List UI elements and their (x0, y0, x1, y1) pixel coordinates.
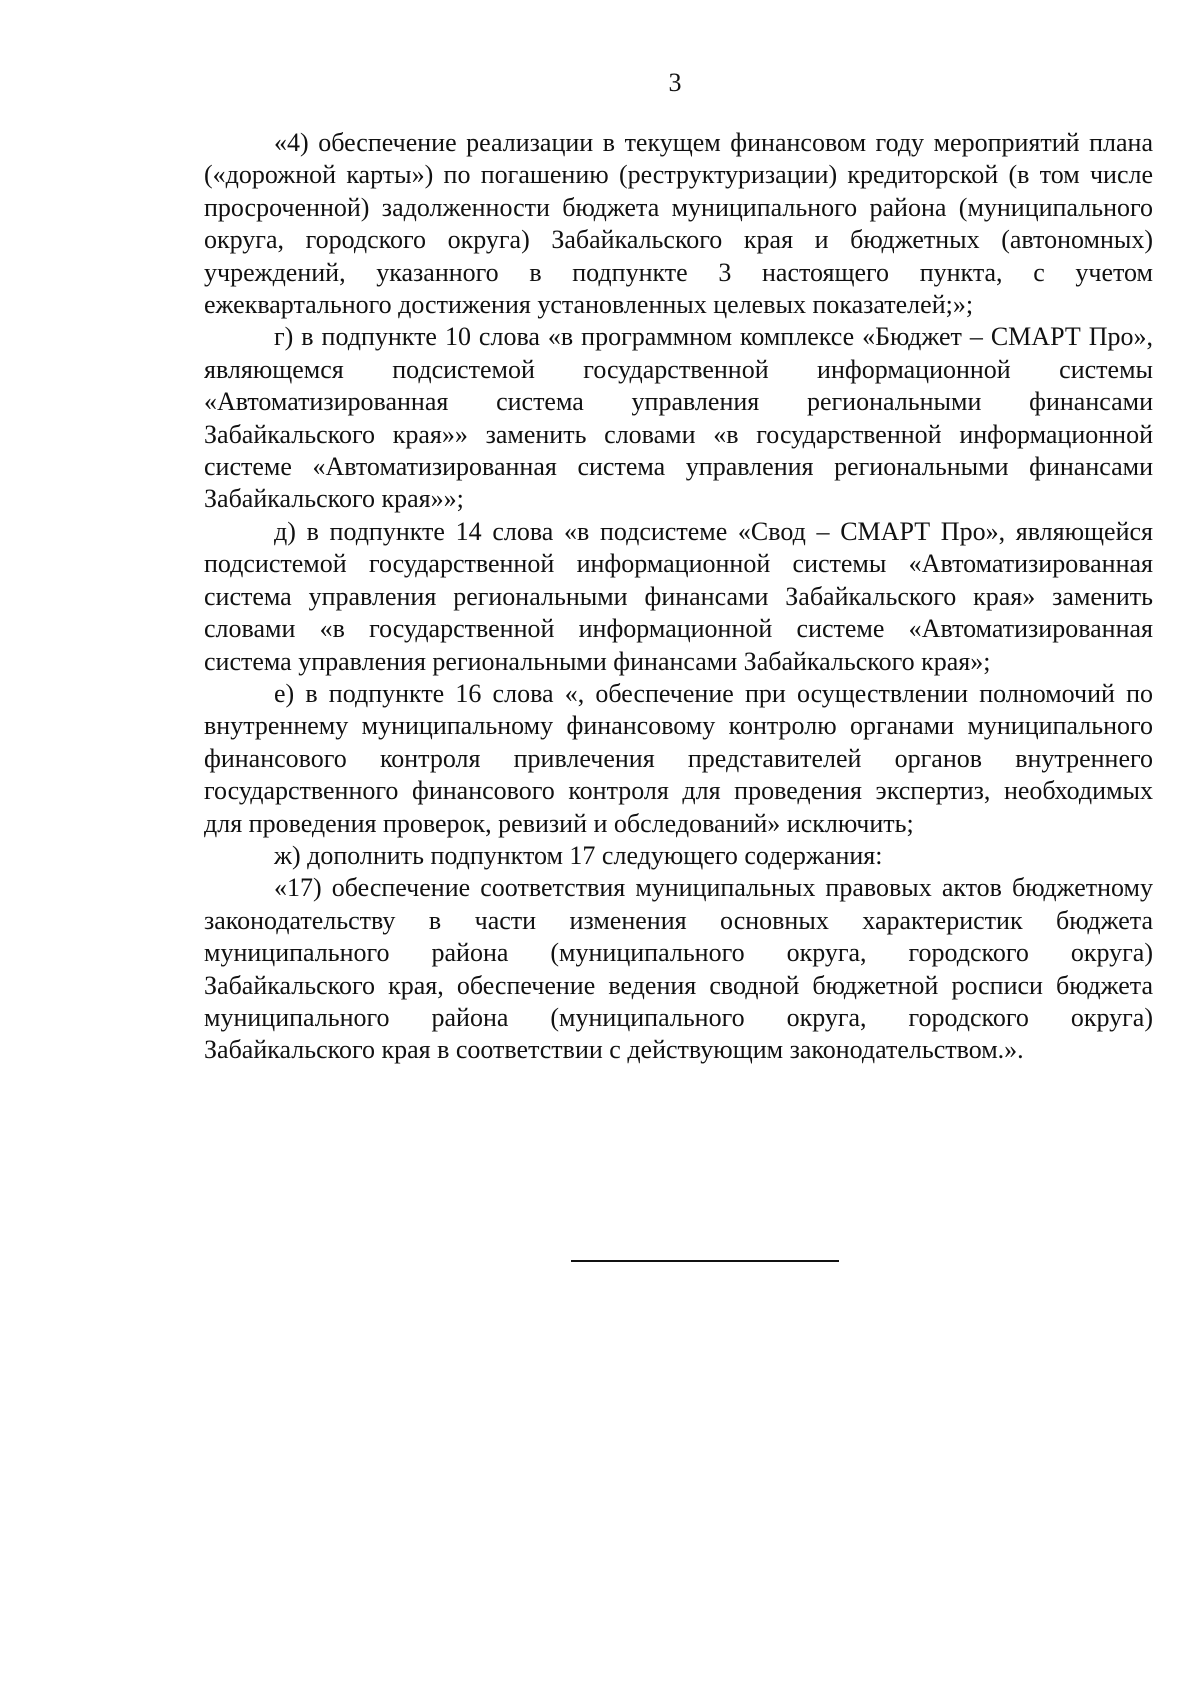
paragraph-item-17: «17) обеспечение соответствия муниципальных правовых актов бюджетному законодательству в части изменения основных характеристик бюджета муниципального района (муниципального округа, городского округа) Забайкальского края, обеспечение ведения сводной бюджетной росписи бюджета муниципального района (муниципального округа, городского округа) Забайкальского края в соответствии с действующим законодательством.». (204, 873, 1153, 1065)
closing-divider-line (571, 1260, 839, 1262)
paragraph-item-4: «4) обеспечение реализации в текущем финансовом году мероприятий плана («дорожной карты») по погашению (реструктуризации) кредиторской (в том числе просроченной) задолженности бюджета муниципального района (муниципального округа, городского округа) Забайкальского края и бюджетных (автономных) учреждений, указанного в подпункте 3 настоящего пункта, с учетом ежеквартального достижения установленных целевых показателей;»; (204, 128, 1153, 320)
page-number: 3 (668, 68, 682, 97)
paragraph-subitem-d: д) в подпункте 14 слова «в подсистеме «Свод – СМАРТ Про», являющейся подсистемой государственной информационной системы «Автоматизированная система управления региональными финансами Забайкальского края» заменить словами «в государственной информационной системе «Автоматизированная система управления региональными финансами Забайкальского края»; (204, 516, 1153, 676)
paragraph-subitem-g: г) в подпункте 10 слова «в программном комплексе «Бюджет – СМАРТ Про», являющемся подсистемой государственной информационной системы «Автоматизированная система управления региональными финансами Забайкальского края»» заменить словами «в государственной информационной системе «Автоматизированная система управления региональными финансами Забайкальского края»»; (204, 322, 1153, 514)
paragraph-subitem-e: е) в подпункте 16 слова «, обеспечение при осуществлении полномочий по внутреннему муниципальному финансовому контролю органами муниципального финансового контроля привлечения представителей органов внутреннего государственного финансового контроля для проведения экспертиз, необходимых для проведения проверок, ревизий и обследований» исключить; (204, 678, 1153, 838)
paragraph-subitem-zh: ж) дополнить подпунктом 17 следующего содержания: (274, 840, 883, 870)
document-body (204, 127, 1153, 1067)
